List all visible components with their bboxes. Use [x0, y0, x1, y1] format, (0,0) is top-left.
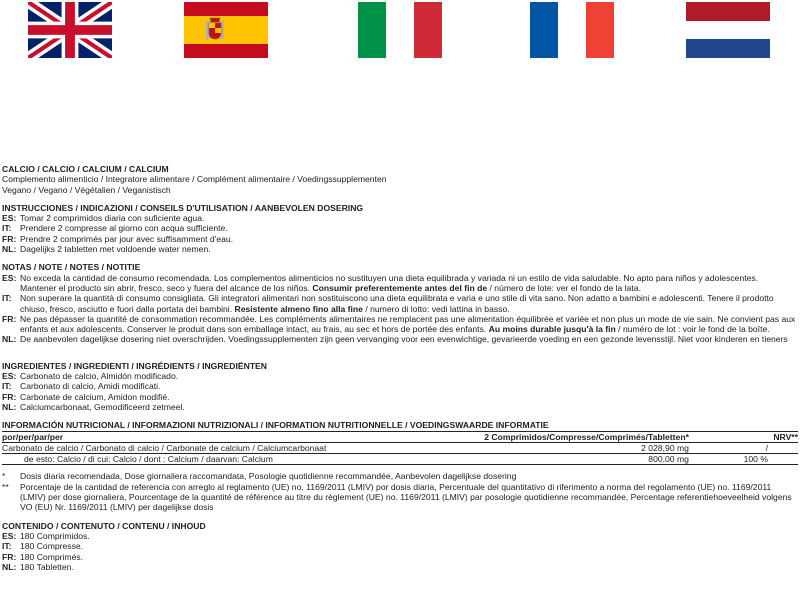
notes-fr: FR: Ne pas dépasser la quantité de consommation recommandée. Les compléments alimentaires ne remplacent pas une alimentation équilibrée et variée et non plus un mode de vie sain. Ne convient pas aux enfants et aux adolescents. Conserver le produit dans son emballage intact, au frais, au sec et hors de portée des enfants. Au moins durable jusqu'à la fin / numéro de lot : voir le fond de la boîte. [2, 313, 796, 335]
footnote-1: * Dosis diaria recomendada, Dose giornaliera raccomandata, Posologie quotidienne recommandée, Aanbevolen dagelijkse dosering [2, 471, 517, 482]
coat-of-arms-icon [206, 18, 224, 39]
instructions-heading: INSTRUCCIONES / INDICAZIONI / CONSEILS D'UTILISATION / AANBEVOLEN DOSERING [2, 202, 364, 213]
instructions-fr: FR: Prendre 2 comprimés par jour avec suffisamment d'eau. [2, 233, 234, 244]
instructions-es: ES: Tomar 2 comprimidos diaria con suficiente agua. [2, 213, 205, 224]
notes-nl: NL: De aanbevolen dagelijkse dosering niet overschrijden. Voedingssupplementen zijn geen vervanging voor een evenwichtige, gevarieerde voeding en een gezonde levensstijl. Niet voor kinderen en tieners [2, 334, 788, 345]
instructions-nl: NL: Dagelijks 2 tabletten met voldoende water nemen. [2, 244, 211, 255]
best-before-label: Au moins durable jusqu'à la fin [488, 324, 616, 335]
contents-list [2, 531, 798, 572]
table-row: Carbonato de calcio / Carbonato di calcio / Carbonate de calcium / Calciumcarbonaat 2 028,90 mg / [2, 442, 798, 453]
table-row: de esto: Calcio / di cui: Calcio / dont : Calcium / daarvan: Calcium 800,00 mg 100 % [2, 454, 798, 465]
col-nrv: NRV** [689, 431, 798, 442]
contents-heading: CONTENIDO / CONTENUTO / CONTENU / INHOUD [2, 520, 206, 531]
france-flag [530, 2, 614, 58]
spain-flag [184, 2, 268, 58]
contents-it: IT: 180 Compresse. [2, 541, 84, 552]
nutrition-heading: INFORMACIÓN NUTRICIONAL / INFORMAZIONI NUTRIZIONALI / INFORMATION NUTRITIONNELLE / VOEDINGSWAARDE INFORMATIE [2, 420, 549, 431]
contents-fr: FR: 180 Comprimés. [2, 551, 84, 562]
language-flags [0, 0, 800, 60]
netherlands-flag [686, 2, 770, 58]
ingredients-heading: INGREDIENTES / INGREDIENTI / INGRÉDIENTS / INGREDIËNTEN [2, 360, 268, 371]
product-label-text [2, 164, 798, 572]
contents-nl: NL: 180 Tabletten. [2, 561, 74, 572]
product-title: CALCIO / CALCIO / CALCIUM / CALCIUM [2, 164, 169, 174]
footnote-2: ** Porcentaje de la cantidad de referencia con arreglo al reglamento (UE) no. 1169/2011 (LMIV) por dosis diaria, Percentuale del quantitativo di riferimento a norma del regolamento (UE) no. 1169/2011 (LMIV) per dose giornaliera, Pourcentage de la quantité de référence au titre du règlement (UE) no. 1169/2011 (LMIV) par posologie quotidienne recommandée, Percentage referentiehoeveelheid volgens VO (EU) Nr. 1169/2011 (LMIV) per dagelijkse dosis [2, 481, 792, 513]
best-before-label: Consumir preferentemente antes del fin de [312, 282, 488, 293]
ingredients-fr: FR: Carbonate de calcium, Amidon modifié. [2, 391, 170, 402]
ingredients-list [2, 371, 798, 412]
instructions-list [2, 213, 798, 254]
best-before-label: Resistente almeno fino alla fine [234, 303, 363, 314]
product-subtitle: Complemento alimenticio / Integratore alimentare / Complément alimentaire / Voedingssupplementen [2, 174, 387, 185]
ingredients-nl: NL: Calciumcarbonaat, Gemodificeerd zetmeel. [2, 401, 185, 412]
ingredients-es: ES: Carbonato de calcio, Almidón modificado. [2, 371, 179, 382]
vegan-line: Vegano / Vegano / Végétalien / Veganistisch [2, 184, 171, 195]
contents-es: ES: 180 Comprimidos. [2, 530, 90, 541]
notes-heading: NOTAS / NOTE / NOTES / NOTITIE [2, 262, 141, 273]
italy-flag [358, 2, 442, 58]
notes-es: ES: No exceda la cantidad de consumo recomendada. Los complementos alimenticios no sustituyen una dieta equilibrada y variada ni un estilo de vida saludable. No apto para niños y adolescentes. Mantener el producto sin abrir, fresco, seco y fuera del alcance de los niños. Consumir preferentemente antes del fin de / número de lote: ver el fondo de la lata. [2, 272, 759, 293]
nutrition-table [2, 431, 798, 466]
instructions-it: IT: Prendere 2 compresse al giorno con acqua sufficiente. [2, 223, 228, 234]
col-amount: 2 Comprimidos/Compresse/Comprimés/Tabletten* [444, 431, 689, 442]
notes-it: IT: Non superare la quantità di consumo consigliata. Gli integratori alimentari non sostituiscono una dieta equilibrata e varia e uno stile di vita sano. Non adatto a bambini e adolescenti. Tenere il prodotto chiuso, fresco, asciutto e fuori dalla portata dei bambini. Resistente almeno fino alla fine / numero di lotto: vedi lattina in basso. [2, 293, 774, 314]
col-per: por/per/par/per [2, 431, 444, 442]
ingredients-it: IT: Carbonato di calcio, Amidi modificati. [2, 381, 161, 392]
nutrition-header-row [2, 431, 798, 442]
uk-flag [28, 2, 112, 58]
